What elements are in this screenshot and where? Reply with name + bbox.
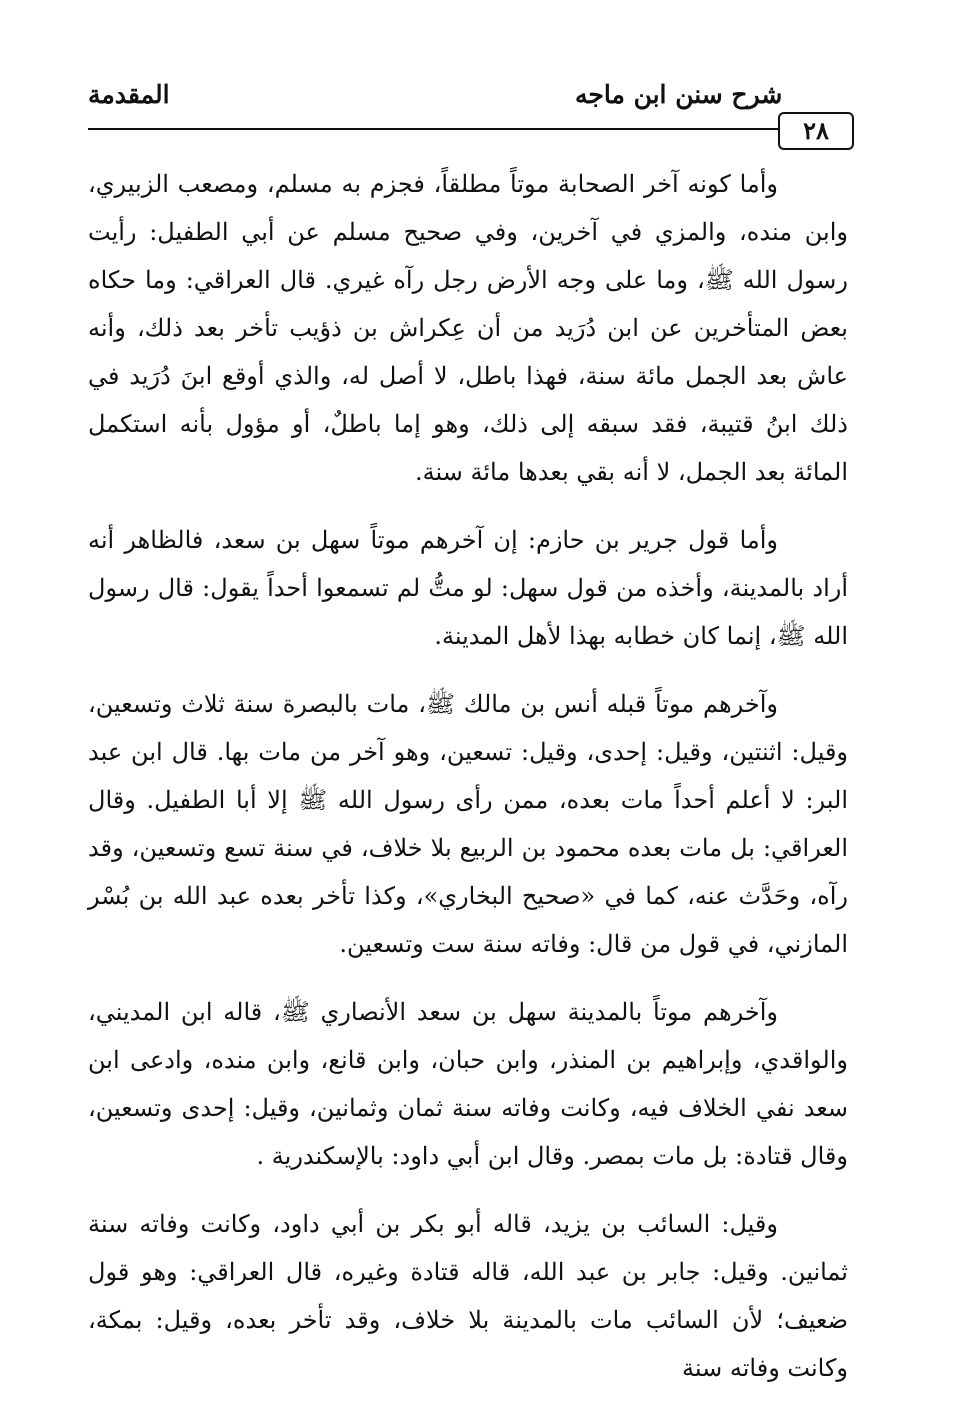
page-number: ٢٨ — [778, 112, 854, 150]
paragraph: وآخرهم موتاً قبله أنس بن مالك ﷺ، مات بالبصرة سنة ثلاث وتسعين، وقيل: اثنتين، وقيل: إحدى، وقيل: تسعين، وهو آخر من مات بها. قال ابن عبد البر: لا أعلم أحداً مات بعده، ممن رأى رسول الله ﷺ إلا أبا الطفيل. وقال العراقي: بل مات بعده محمود بن الربيع بلا خلاف، في سنة تسع وتسعين، وقد رآه، وحَدَّث عنه، كما في «صحيح البخاري»، وكذا تأخر بعده عبد الله بن بُسْر المازني، في قول من قال: وفاته سنة ست وتسعين. — [88, 690, 849, 958]
paragraph: وآخرهم موتاً بالمدينة سهل بن سعد الأنصاري ﷺ، قاله ابن المديني، والواقدي، وإبراهيم بن المنذر، وابن حبان، وابن قانع، وابن منده، وادعى ابن سعد نفي الخلاف فيه، وكانت وفاته سنة ثمان وثمانين، وقيل: إحدى وتسعين، وقال قتادة: بل مات بمصر. وقال ابن أبي داود: بالإسكندرية . — [88, 998, 848, 1170]
paragraph: وقيل: السائب بن يزيد، قاله أبو بكر بن أبي داود، وكانت وفاته سنة ثمانين. وقيل: جابر بن عبد الله، قاله قتادة وغيره، قال العراقي: وهو قول ضعيف؛ لأن السائب مات بالمدينة بلا خلاف، وقد تأخر بعده، وقيل: بمكة، وكانت وفاته سنة — [88, 1210, 848, 1382]
section-title: المقدمة — [88, 80, 170, 109]
header-rule — [88, 128, 778, 130]
book-title: شرح سنن ابن ماجه — [575, 80, 783, 109]
paragraph: وأما كونه آخر الصحابة موتاً مطلقاً، فجزم به مسلم، ومصعب الزبيري، وابن منده، والمزي في آخرين، وفي صحيح مسلم عن أبي الطفيل: رأيت رسول الله ﷺ، وما على وجه الأرض رجل رآه غيري. قال العراقي: وما حكاه بعض المتأخرين عن ابن دُرَيد من أن عِكراش بن ذؤيب تأخر بعد ذلك، وأنه عاش بعد الجمل مائة سنة، فهذا باطل، لا أصل له، والذي أوقع ابنَ دُرَيد في ذلك ابنُ قتيبة، فقد سبقه إلى ذلك، وهو إما باطلٌ، أو مؤول بأنه استكمل المائة بعد الجمل، لا أنه بقي بعدها مائة سنة. — [88, 170, 848, 486]
paragraph: وأما قول جرير بن حازم: إن آخرهم موتاً سهل بن سعد، فالظاهر أنه أراد بالمدينة، وأخذه من قول سهل: لو متُّ لم تسمعوا أحداً يقول: قال رسول الله ﷺ، إنما كان خطابه بهذا لأهل المدينة. — [88, 526, 849, 650]
main-text — [88, 160, 848, 1412]
